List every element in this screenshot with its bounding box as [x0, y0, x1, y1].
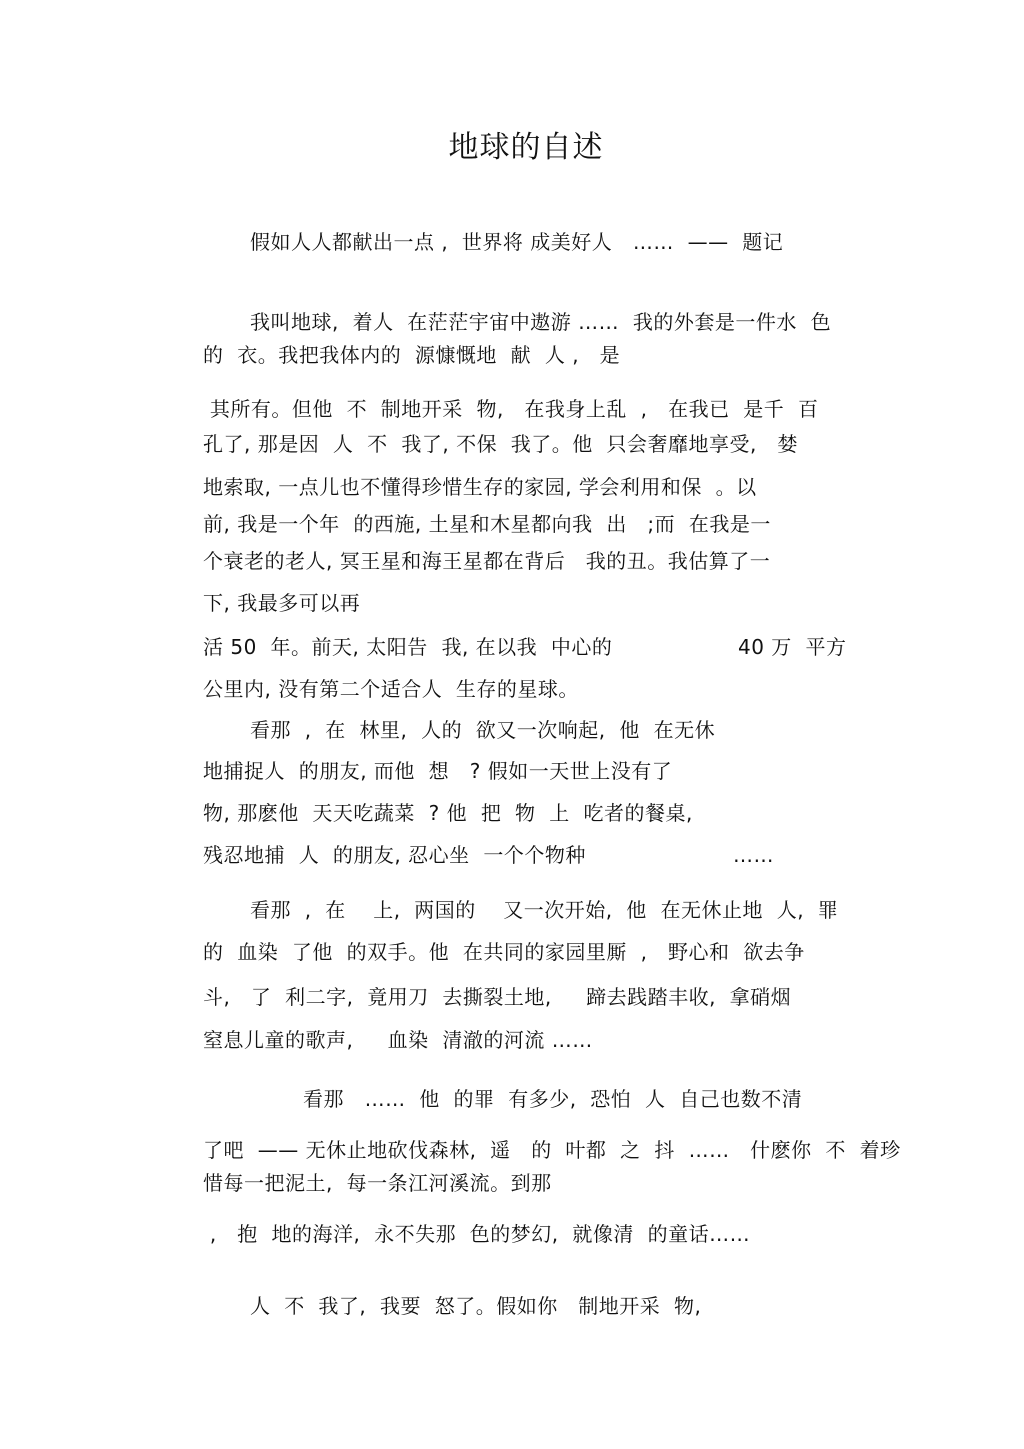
paragraph-line: 斗, 了 利二字, 竟用刀 去撕裂土地, 蹄去践踏丰收, 拿硝烟	[203, 985, 792, 1009]
paragraph-line: 看那 , 在 林里, 人的 欲又一次响起, 他 在无休	[250, 718, 716, 742]
paragraph-line: 的 衣。我把我体内的 源慷慨地 献 人 , 是	[203, 343, 621, 367]
paragraph-line: 残忍地捕 人 的朋友, 忍心坐 一个个物种	[203, 843, 586, 867]
paragraph-line: 地捕捉人 的朋友, 而他 想 ? 假如一天世上没有了	[203, 759, 673, 783]
paragraph-line: 看那 …… 他 的罪 有多少, 恐怕 人 自己也数不清	[303, 1087, 803, 1111]
paragraph-line: 看那 , 在 上, 两国的 又一次开始, 他 在无休止地 人, 罪	[250, 898, 839, 922]
paragraph-line: 人 不 我了, 我要 怒了。假如你 制地开采 物,	[250, 1294, 702, 1318]
paragraph-line: 公里内, 没有第二个适合人 生存的星球。	[203, 677, 579, 701]
paragraph-line: 惜每一把泥土, 每一条江河溪流。到那	[203, 1171, 552, 1195]
paragraph-line: 活 50 年。前天, 太阳告 我, 在以我 中心的	[203, 635, 613, 659]
paragraph-line: 窒息儿童的歌声, 血染 清澈的河流 ……	[203, 1028, 593, 1052]
paragraph-line: 我叫地球, 着人 在茫茫宇宙中遨游 …… 我的外套是一件水 色	[250, 310, 832, 334]
paragraph-line: 个衰老的老人, 冥王星和海王星都在背后 我的丑。我估算了一	[203, 549, 771, 573]
paragraph-line: 地索取, 一点儿也不懂得珍惜生存的家园, 学会利用和保 。以	[203, 475, 757, 499]
paragraph-line: 40 万 平方	[738, 635, 847, 659]
paragraph-line: 下, 我最多可以再	[203, 591, 361, 615]
page-title: 地球的自述	[448, 130, 604, 165]
paragraph-line: ……	[733, 843, 774, 867]
paragraph-line: 孔了, 那是因 人 不 我了, 不保 我了。他 只会奢靡地享受, 婪	[203, 432, 798, 456]
paragraph-line: 其所有。但他 不 制地开采 物, 在我身上乱 , 在我已 是千 百	[203, 397, 819, 421]
paragraph-line: , 抱 地的海洋, 永不失那 色的梦幻, 就像清 的童话……	[203, 1222, 751, 1246]
paragraph-line: 了吧 —— 无休止地砍伐森林, 遥 的 叶都 之 抖 …… 什麽你 不 着珍	[203, 1138, 901, 1162]
epigraph: 假如人人都献出一点 , 世界将 成美好人 …… —— 题记	[250, 230, 784, 254]
paragraph-line: 物, 那麽他 天天吃蔬菜 ? 他 把 物 上 吃者的餐桌,	[203, 801, 693, 825]
paragraph-line: 前, 我是一个年 的西施, 土星和木星都向我 出 ;而 在我是一	[203, 512, 771, 536]
paragraph-line: 的 血染 了他 的双手。他 在共同的家园里厮 , 野心和 欲去争	[203, 940, 805, 964]
